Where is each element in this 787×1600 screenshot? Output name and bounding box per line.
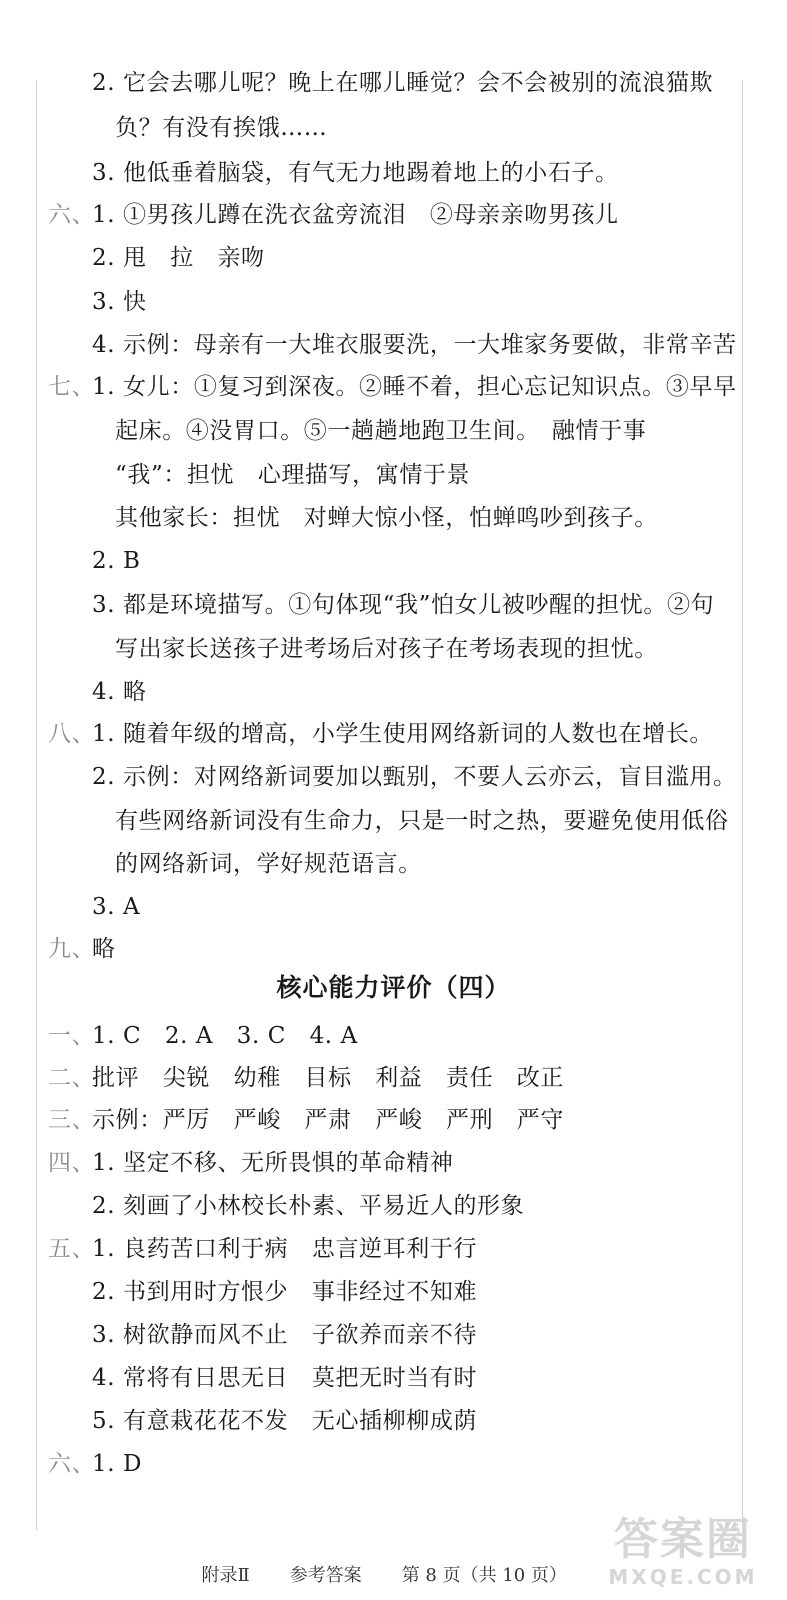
section-marker: 一、 <box>48 1023 96 1049</box>
footer-label: 参考答案 <box>289 1565 362 1586</box>
section-marker: 八、 <box>48 721 96 747</box>
section-marker: 六、 <box>48 202 96 228</box>
page-footer <box>190 1540 607 1587</box>
section-marker: 六、 <box>48 1451 96 1477</box>
section-marker: 九、 <box>48 936 96 962</box>
right-margin-rule <box>742 80 743 1530</box>
answer-line: 4. 示例：母亲有一大堆衣服要洗，一大堆家务要做，非常辛苦 <box>92 332 737 358</box>
answer-line: 3. 树欲静而风不止 子欲养而亲不待 <box>92 1322 478 1348</box>
answer-line: 2. 甩 拉 亲吻 <box>92 245 265 271</box>
answer-line: 3. 都是环境描写。①句体现“我”怕女儿被吵醒的担忧。②句 <box>92 592 715 618</box>
answer-line: 2. 它会去哪儿呢？晚上在哪儿睡觉？会不会被别的流浪猫欺 <box>92 70 714 96</box>
watermark-logo <box>593 1515 773 1595</box>
answer-line: 4. 略 <box>92 679 147 705</box>
section-marker: 三、 <box>48 1107 96 1133</box>
answer-line: 2. 示例：对网络新词要加以甄别，不要人云亦云，盲目滥用。 <box>92 764 737 790</box>
section-marker: 七、 <box>48 374 96 400</box>
answer-line: 1. 随着年级的增高，小学生使用网络新词的人数也在增长。 <box>92 721 714 747</box>
answer-line: 写出家长送孩子进考场后对孩子在考场表现的担忧。 <box>115 636 658 662</box>
answer-line: 略 <box>92 936 116 962</box>
answer-line: 2. B <box>92 548 141 574</box>
answer-line: 起床。④没胃口。⑤一趟趟地跑卫生间。 融情于事 <box>115 418 647 444</box>
answer-line: 2. 书到用时方恨少 事非经过不知难 <box>92 1279 478 1305</box>
answer-line: 其他家长：担忧 对蝉大惊小怪，怕蝉鸣吵到孩子。 <box>115 505 658 531</box>
answer-line: 1. 良药苦口利于病 忠言逆耳利于行 <box>92 1236 478 1262</box>
footer-appendix: 附录Ⅱ <box>201 1565 250 1586</box>
answer-line: 1. ①男孩儿蹲在洗衣盆旁流泪 ②母亲亲吻男孩儿 <box>92 202 619 228</box>
section-marker: 二、 <box>48 1065 96 1091</box>
watermark-url: MXQE.COM <box>608 1565 758 1589</box>
watermark-main: 答案圈 <box>614 1514 752 1565</box>
answer-line: 2. 刻画了小林校长朴素、平易近人的形象 <box>92 1193 525 1219</box>
answer-line: 的网络新词，学好规范语言。 <box>115 851 422 877</box>
answer-line: 4. 常将有日思无日 莫把无时当有时 <box>92 1365 478 1391</box>
answer-line: 1. D <box>92 1451 143 1477</box>
answer-line: 批评 尖锐 幼稚 目标 利益 责任 改正 <box>92 1065 564 1091</box>
section-marker: 五、 <box>48 1236 96 1262</box>
answer-line: 3. A <box>92 894 141 920</box>
answer-line: 示例：严厉 严峻 严肃 严峻 严刑 严守 <box>92 1107 564 1133</box>
answer-line: “我”：担忧 心理描写，寓情于景 <box>115 462 471 488</box>
answer-line: 3. 他低垂着脑袋，有气无力地踢着地上的小石子。 <box>92 160 619 186</box>
answer-line: 负？有没有挨饿…… <box>115 115 328 141</box>
answer-line: 1. 坚定不移、无所畏惧的革命精神 <box>92 1150 454 1176</box>
section-marker: 四、 <box>48 1150 96 1176</box>
left-margin-rule <box>36 80 37 1530</box>
answer-line: 有些网络新词没有生命力，只是一时之热，要避免使用低俗 <box>115 808 729 834</box>
section-title: 核心能力评价（四） <box>276 973 511 1002</box>
answer-line: 5. 有意栽花花不发 无心插柳柳成荫 <box>92 1408 478 1434</box>
answer-line: 1. 女儿：①复习到深夜。②睡不着，担心忘记知识点。③早早 <box>92 374 737 400</box>
footer-page-number: 第 8 页（共 10 页） <box>401 1565 567 1586</box>
answer-line: 1. C 2. A 3. C 4. A <box>92 1023 358 1049</box>
answer-line: 3. 快 <box>92 289 147 315</box>
